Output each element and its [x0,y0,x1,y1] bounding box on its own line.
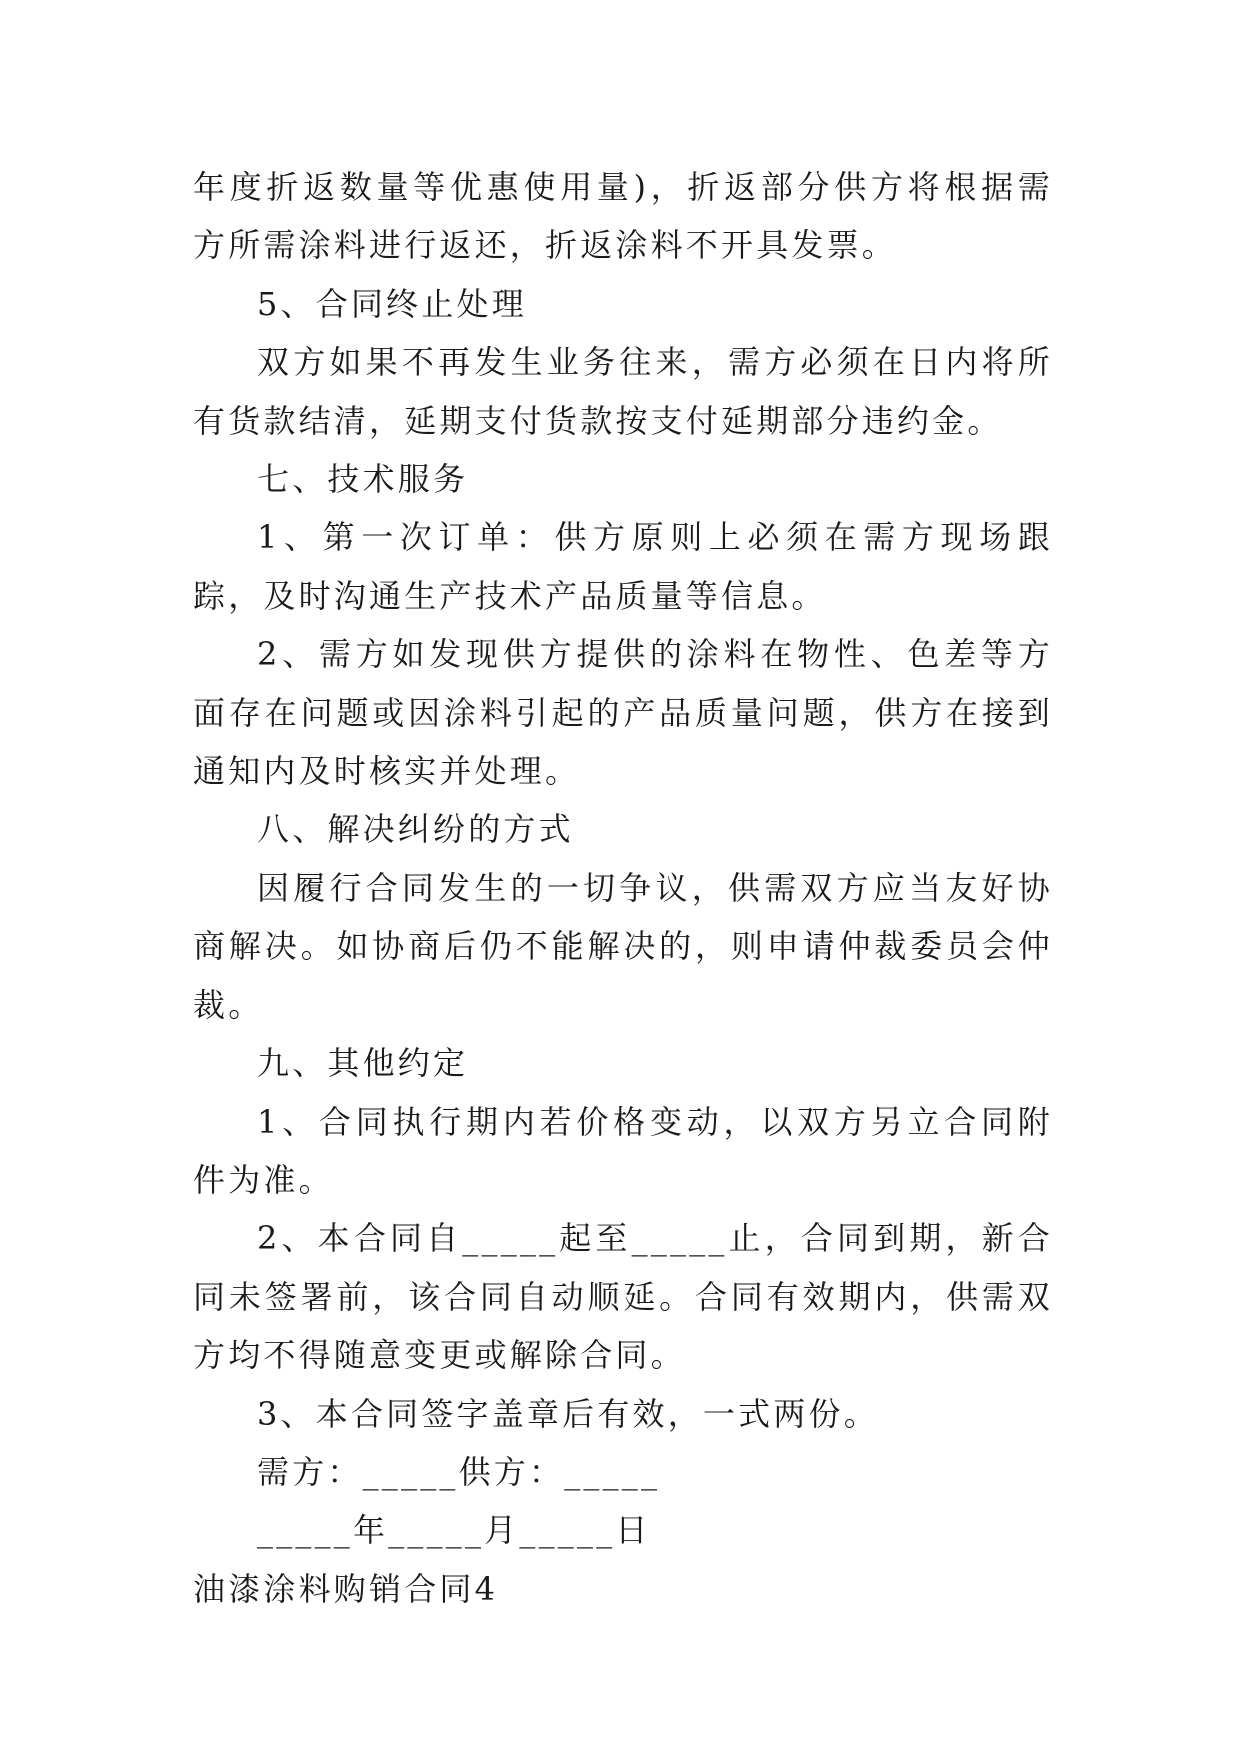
heading-technical-service: 七、技术服务 [257,460,469,499]
paragraph-rebate: 年度折返数量等优惠使用量)，折返部分供方将根据需方所需涂料进行返还，折返涂料不开具发票。 [193,168,1053,265]
paragraph-dispute: 因履行合同发生的一切争议，供需双方应当友好协商解决。如协商后仍不能解决的，则申请仲裁委员会仲裁。 [193,868,1053,1024]
paragraph-contract-term: 2、本合同自_____起至_____止，合同到期，新合同未签署前，该合同自动顺延。合同有效期内，供需双方均不得随意变更或解除合同。 [193,1219,1053,1375]
paragraph-price-change: 1、合同执行期内若价格变动，以双方另立合同附件为准。 [193,1102,1053,1199]
paragraph-quality-issue: 2、需方如发现供方提供的涂料在物性、色差等方面存在问题或因涂料引起的产品质量问题，供方在接到通知内及时核实并处理。 [193,635,1053,791]
paragraph-first-order: 1、第一次订单：供方原则上必须在需方现场跟踪，及时沟通生产技术产品质量等信息。 [193,518,1053,615]
heading-dispute-resolution: 八、解决纠纷的方式 [257,810,574,849]
heading-other-terms: 九、其他约定 [257,1044,469,1083]
paragraph-effectiveness: 3、本合同签字盖章后有效，一式两份。 [257,1394,879,1433]
document-body [193,158,1053,1618]
signature-date: _____年_____月_____日 [257,1511,651,1550]
next-contract-title: 油漆涂料购销合同4 [193,1569,499,1608]
heading-termination: 5、合同终止处理 [257,284,527,323]
paragraph-termination: 双方如果不再发生业务往来，需方必须在日内将所有货款结清，延期支付货款按支付延期部分违约金。 [193,343,1053,440]
signature-parties: 需方：_____供方：_____ [257,1452,661,1491]
